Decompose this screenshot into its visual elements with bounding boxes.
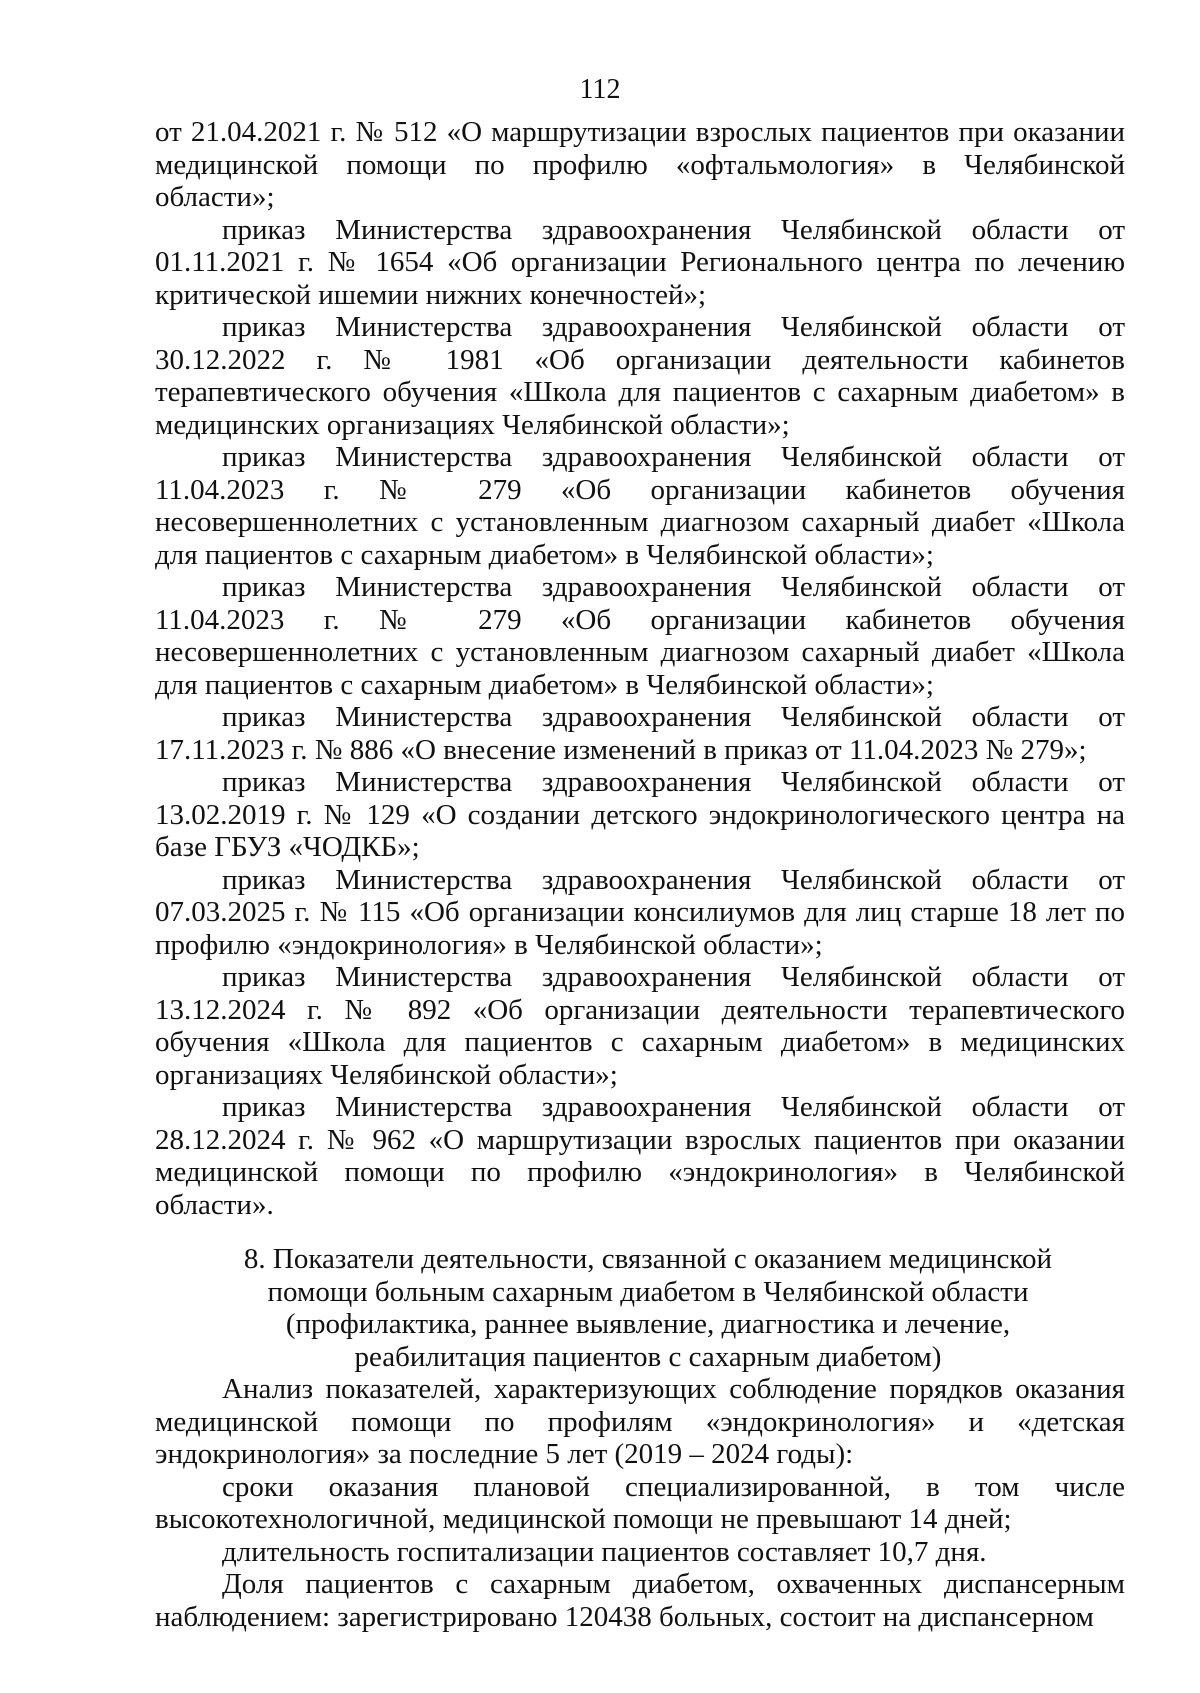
order-paragraph: от 21.04.2021 г. № 512 «О маршрутизации взрослых пациентов при оказании медицинской помощи по профилю «офтальмология» в Челябинской области»; [155, 116, 1125, 213]
section-paragraph: длительность госпитализации пациентов составляет 10,7 дня. [222, 1535, 987, 1568]
order-paragraph: приказ Министерства здравоохранения Челябинской области от 01.11.2021 г. № 1654 «Об организации Регионального центра по лечению критической ишемии нижних конечностей»; [155, 213, 1125, 311]
document-body [155, 116, 1125, 1633]
order-paragraph: приказ Министерства здравоохранения Челябинской области от 11.04.2023 г. № 279 «Об организации кабинетов обучения несовершеннолетних с установленным диагнозом сахарный диабет «Школа для пациентов с сахарным диабетом» в Челябинской области»; [155, 571, 1125, 701]
section-heading-line: помощи больным сахарным диабетом в Челябинской области [267, 1275, 1029, 1308]
order-paragraph: приказ Министерства здравоохранения Челябинской области от 13.02.2019 г. № 129 «О создании детского эндокринологического центра на базе ГБУЗ «ЧОДКБ»; [155, 766, 1125, 863]
order-paragraph: приказ Министерства здравоохранения Челябинской области от 17.11.2023 г. № 886 «О внесение изменений в приказ от 11.04.2023 № 279»; [155, 701, 1125, 766]
section-paragraph: сроки оказания плановой специализированной, в том числе высокотехнологичной, медицинской помощи не превышают 14 дней; [155, 1470, 1125, 1535]
order-paragraph: приказ Министерства здравоохранения Челябинской области от 13.12.2024 г. № 892 «Об организации деятельности терапевтического обучения «Школа для пациентов с сахарным диабетом» в медицинских организациях Челябинской области»; [155, 961, 1125, 1091]
section-paragraph: Анализ показателей, характеризующих соблюдение порядков оказания медицинской помощи по профилям «эндокринология» и «детская эндокринология» за последние 5 лет (2019 – 2024 годы): [155, 1373, 1125, 1470]
section-heading-line: (профилактика, раннее выявление, диагностика и лечение, [285, 1308, 1011, 1340]
order-paragraph: приказ Министерства здравоохранения Челябинской области от 30.12.2022 г. № 1981 «Об организации деятельности кабинетов терапевтического обучения «Школа для пациентов с сахарным диабетом» в медицинских организациях Челябинской области»; [155, 311, 1125, 441]
section-paragraph: Доля пациентов с сахарным диабетом, охваченных диспансерным наблюдением: зарегистрировано 120438 больных, состоит на диспансерном [155, 1568, 1125, 1633]
section-heading-line: реабилитация пациентов с сахарным диабетом) [354, 1340, 942, 1373]
order-paragraph: приказ Министерства здравоохранения Челябинской области от 07.03.2025 г. № 115 «Об организации консилиумов для лиц старше 18 лет по профилю «эндокринология» в Челябинской области»; [155, 863, 1125, 961]
page-number: 112 [579, 74, 621, 105]
section-heading-line: 8. Показатели деятельности, связанной с оказанием медицинской [243, 1243, 1053, 1275]
order-paragraph: приказ Министерства здравоохранения Челябинской области от 11.04.2023 г. № 279 «Об организации кабинетов обучения несовершеннолетних с установленным диагнозом сахарный диабет «Школа для пациентов с сахарным диабетом» в Челябинской области»; [155, 441, 1125, 571]
order-paragraph: приказ Министерства здравоохранения Челябинской области от 28.12.2024 г. № 962 «О маршрутизации взрослых пациентов при оказании медицинской помощи по профилю «эндокринология» в Челябинской области». [155, 1091, 1125, 1221]
section-heading [155, 1243, 1125, 1373]
